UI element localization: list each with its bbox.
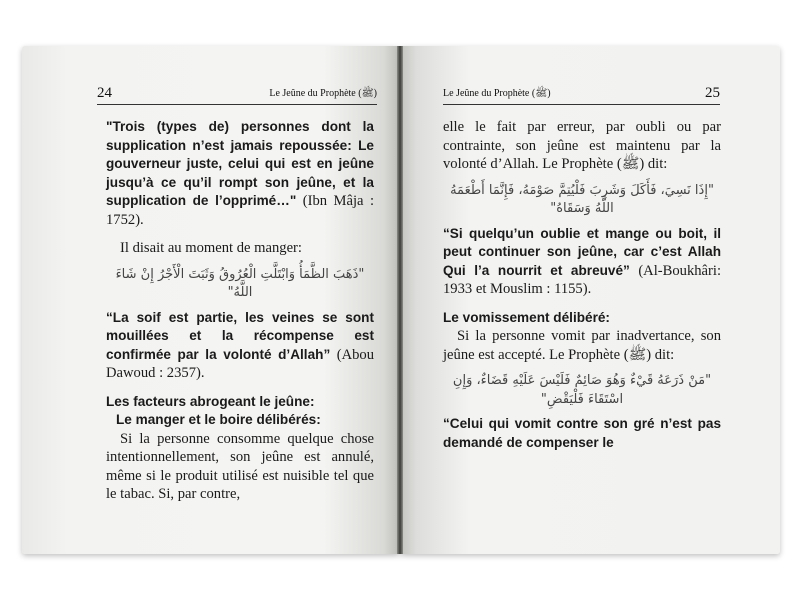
hadith-reference: (Al-Boukhâri: 1933 et Mouslim : 1155).: [443, 262, 721, 297]
body-paragraph: Si la personne vomit par inadvertance, son jeûne est accepté. Le Prophète (ﷺ) dit:: [443, 328, 721, 363]
left-page-header: [97, 86, 377, 105]
hadith-reference: (Ibn Mâja : 1752).: [106, 193, 374, 228]
section-heading: Le vomissement délibéré:: [443, 309, 610, 325]
section-heading: Les facteurs abrogeant le jeûne:: [106, 393, 315, 409]
hadith-bold-text: "Trois (types de) personnes dont la supplication n’est jamais repoussée: Le gouverneur juste, celui qui est en jeûne jusqu’à ce qu’il rompt son jeûne, et la supplication de l’opprimé…": [106, 119, 374, 208]
arabic-text: "ذَهَبَ الظَّمَأُ وَابْتَلَّتِ الْعُرُوقُ وَثَبَتَ الْأَجْرُ إِنْ شَاءَ اللَّهُ": [115, 266, 365, 300]
intro-line: Il disait au moment de manger:: [120, 240, 302, 256]
hadith-quote: [443, 225, 721, 299]
book-spine: [397, 46, 403, 554]
right-page-text: [443, 118, 721, 452]
arabic-text: "مَنْ ذَرَعَهُ قَيْءٌ وَهُوَ صَائِمٌ فَلَيْسَ عَلَيْهِ قَضَاءٌ، وَإِنِ اسْتَقَاءَ فَلْيَقْضِ": [452, 373, 712, 407]
open-book: [22, 46, 780, 554]
hadith-bold-text: “Si quelqu’un oublie et mange ou boit, il peut continuer son jeûne, car c’est Allah Qui l’a nourrit et abreuvé”: [443, 225, 721, 278]
hadith-quote: [106, 118, 374, 229]
page-number: 25: [705, 85, 720, 101]
right-page: [401, 46, 780, 554]
arabic-text: "إِذَا نَسِيَ، فَأَكَلَ وَشَرِبَ فَلْيُتِمَّ صَوْمَهُ، فَإِنَّمَا أَطْعَمَهُ اللَّهُ وَسَقَاهُ": [450, 182, 714, 216]
right-page-header: [443, 86, 720, 105]
body-paragraph: Si la personne consomme quelque chose intentionnellement, son jeûne est annulé, même si le produit utilisé est nuisible tel que le tabac. Si, par contre,: [106, 430, 374, 502]
hadith-quote: [106, 309, 374, 383]
hadith-quote: [443, 415, 721, 452]
left-page: [22, 46, 399, 554]
hadith-bold-text: “Celui qui vomit contre son gré n’est pas demandé de compenser le: [443, 416, 721, 450]
subsection-heading: Le manger et le boire délibérés:: [116, 412, 321, 427]
left-page-text: [106, 118, 374, 504]
hadith-reference: (Abou Dawoud : 2357).: [106, 346, 375, 381]
body-paragraph: elle le fait par erreur, par oubli ou par contrainte, son jeûne est maintenu par la volonté d’Allah. Le Prophète (ﷺ) dit:: [443, 119, 721, 172]
running-head: Le Jeûne du Prophète (ﷺ): [269, 88, 377, 99]
running-head: Le Jeûne du Prophète (ﷺ): [443, 88, 551, 99]
hadith-bold-text: “La soif est partie, les veines se sont mouillées et la récompense est confirmée par la volonté d’Allah”: [106, 309, 374, 362]
page-number: 24: [97, 85, 112, 101]
